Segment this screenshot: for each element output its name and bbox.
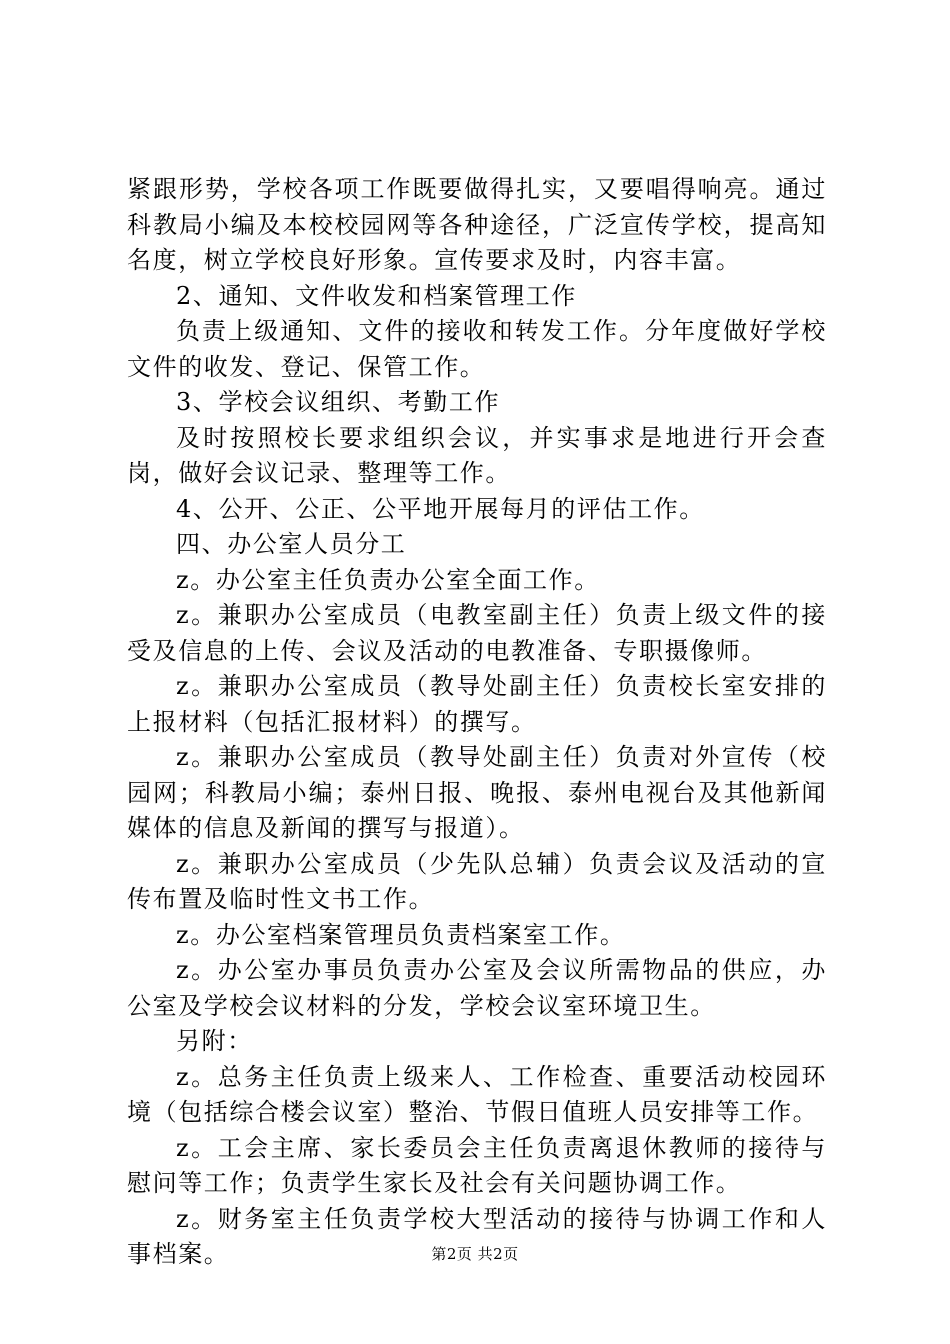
paragraph: 负责上级通知、文件的接收和转发工作。分年度做好学校文件的收发、登记、保管工作。 xyxy=(127,317,827,381)
section-heading: 3、学校会议组织、考勤工作 xyxy=(176,388,501,416)
list-item: z。办公室办事员负责办公室及会议所需物品的供应，办公室及学校会议材料的分发，学校会议室环境卫生。 xyxy=(127,956,827,1020)
list-item: z。兼职办公室成员（教导处副主任）负责对外宣传（校园网；科教局小编；泰州日报、晚报、泰州电视台及其他新闻媒体的信息及新闻的撰写与报道）。 xyxy=(127,743,827,842)
section-heading: 四、办公室人员分工 xyxy=(176,530,407,558)
list-item: z。工会主席、家长委员会主任负责离退休教师的接待与慰问等工作；负责学生家长及社会有关问题协调工作。 xyxy=(127,1133,827,1197)
paragraph: 紧跟形势，学校各项工作既要做得扎实，又要唱得响亮。通过科教局小编及本校校园网等各种途径，广泛宣传学校，提高知名度，树立学校良好形象。宣传要求及时，内容丰富。 xyxy=(127,175,827,274)
section-heading: 2、通知、文件收发和档案管理工作 xyxy=(176,281,577,310)
paragraph: 及时按照校长要求组织会议，并实事求是地进行开会查岗，做好会议记录、整理等工作。 xyxy=(127,423,827,487)
page-number: 第2页 共2页 xyxy=(431,1245,519,1263)
list-item: z。办公室主任负责办公室全面工作。 xyxy=(176,565,600,594)
page-footer xyxy=(0,1244,950,1264)
list-item: z。财务室主任负责学校大型活动的接待与协调工作和人事档案。 xyxy=(127,1204,827,1268)
paragraph: 4、公开、公正、公平地开展每月的评估工作。 xyxy=(176,494,705,523)
list-item: z。兼职办公室成员（电教室副主任）负责上级文件的接受及信息的上传、会议及活动的电教准备、专职摄像师。 xyxy=(127,601,827,665)
section-heading: 另附： xyxy=(176,1027,253,1055)
list-item: z。总务主任负责上级来人、工作检查、重要活动校园环境（包括综合楼会议室）整治、节假日值班人员安排等工作。 xyxy=(127,1062,827,1126)
list-item: z。兼职办公室成员（少先队总辅）负责会议及活动的宣传布置及临时性文书工作。 xyxy=(127,849,827,913)
document-body xyxy=(127,172,827,1273)
list-item: z。兼职办公室成员（教导处副主任）负责校长室安排的上报材料（包括汇报材料）的撰写。 xyxy=(127,672,827,736)
list-item: z。办公室档案管理员负责档案室工作。 xyxy=(176,920,626,949)
